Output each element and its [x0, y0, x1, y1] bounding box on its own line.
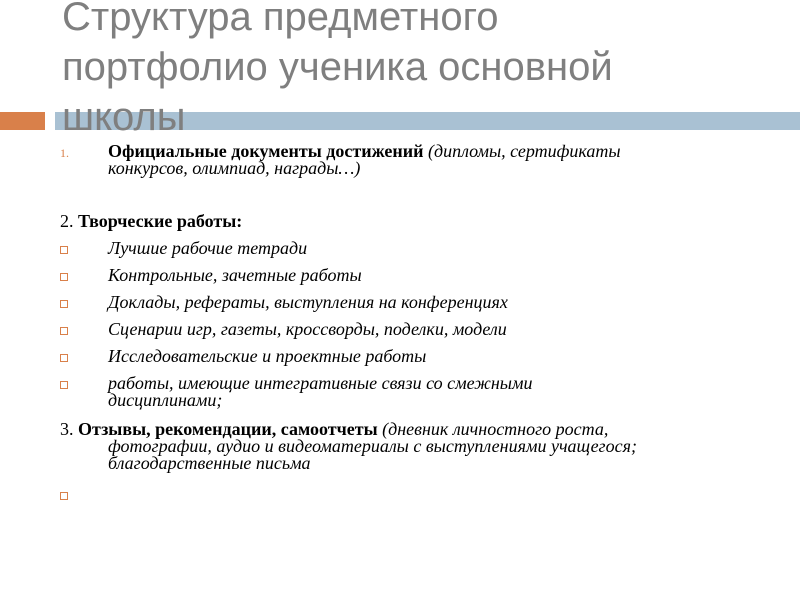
- item2-heading: [60, 213, 780, 230]
- item3-italic-text-3: благодарственные письма: [108, 453, 311, 473]
- bullet-square-icon: [60, 378, 68, 393]
- item2-bold-text: Творческие работы:: [78, 211, 243, 231]
- bullet-text: Исследовательские и проектные работы: [108, 346, 427, 366]
- bullet-square-icon: [60, 324, 68, 339]
- bullet-square-icon: [60, 297, 68, 312]
- bullet-text-line-1: работы, имеющие интегративные связи со смежными: [108, 373, 533, 393]
- item3-italic-text-2: фотографии, аудио и видеоматериалы с выступлениями учащегося;: [108, 436, 637, 456]
- item1-italic-text: (дипломы, сертификаты: [423, 141, 621, 161]
- bullet-square-icon: [60, 270, 68, 285]
- item3-bold-text: Отзывы, рекомендации, самоотчеты: [78, 419, 378, 439]
- bullet-text: [108, 375, 758, 409]
- title-line-1: Структура предметного: [62, 0, 499, 39]
- list-item-1-text: [108, 143, 758, 177]
- bullet-square-icon: [60, 243, 68, 258]
- bullet-square-icon: [60, 489, 68, 504]
- title-line-3: школы: [62, 95, 186, 139]
- bullet-text: Лучшие рабочие тетради: [108, 238, 308, 258]
- bullet-square-icon: [60, 351, 68, 366]
- list-number-1: 1.: [60, 146, 69, 160]
- bullet-text: Доклады, рефераты, выступления на конференциях: [108, 292, 508, 312]
- accent-bar-orange: [0, 112, 45, 130]
- slide-title: [62, 0, 762, 142]
- item1-bold-text: Официальные документы достижений: [108, 141, 424, 161]
- item2-number: 2.: [60, 211, 74, 231]
- bullet-text: Контрольные, зачетные работы: [108, 265, 362, 285]
- item3-text: [60, 421, 780, 472]
- title-line-2: портфолио ученика основной: [62, 45, 613, 89]
- item3-number: 3.: [60, 419, 74, 439]
- bullet-text: Сценарии игр, газеты, кроссворды, поделки, модели: [108, 319, 507, 339]
- item3-italic-text: (дневник личностного роста,: [377, 419, 609, 439]
- bullet-text-line-2: дисциплинами;: [108, 390, 223, 410]
- item1-italic-text-2: конкурсов, олимпиад, награды…): [108, 158, 361, 178]
